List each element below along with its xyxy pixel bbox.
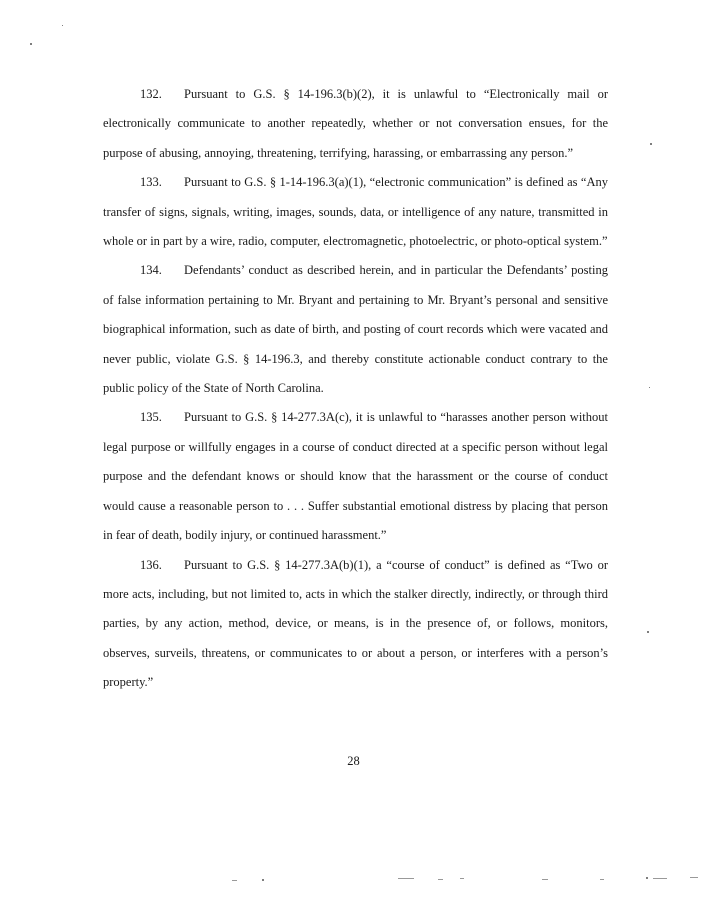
paragraph-text: Pursuant to G.S. § 1-14-196.3(a)(1), “electronic communication” is defined as “Any transfer of signs, signals, writing, images, sounds, data, or intelligence of any nature, transmitted in whole or in part by a wire, radio, computer, electromagnetic, photoelectric, or photo-optical system.” bbox=[103, 175, 608, 249]
paragraph-135 bbox=[103, 403, 608, 550]
scan-speck bbox=[30, 43, 32, 45]
scan-dash bbox=[398, 878, 414, 879]
scan-speck bbox=[62, 25, 63, 26]
scan-speck bbox=[650, 143, 652, 145]
scan-dash bbox=[232, 880, 237, 881]
paragraph-132 bbox=[103, 80, 608, 168]
paragraph-134 bbox=[103, 256, 608, 403]
scan-dash bbox=[600, 879, 604, 880]
page-number: 28 bbox=[347, 754, 360, 768]
paragraph-text: Pursuant to G.S. § 14-196.3(b)(2), it is unlawful to “Electronically mail or electronically communicate to another repeatedly, whether or not conversation ensues, for the purpose of abusing, annoying, threatening, terrifying, harassing, or embarrassing any person.” bbox=[103, 87, 608, 160]
paragraph-133 bbox=[103, 168, 608, 256]
paragraph-136 bbox=[103, 551, 608, 698]
scan-dash bbox=[460, 878, 464, 879]
paragraph-text: Pursuant to G.S. § 14-277.3A(b)(1), a “course of conduct” is defined as “Two or more acts, including, but not limited to, acts in which the stalker directly, indirectly, or through third parties, by any action, method, device, or means, is in the presence of, or follows, monitors, observes, surveils, threatens, or communicates to or about a person, or interferes with a person’s property.” bbox=[103, 557, 608, 690]
paragraph-number: 132. bbox=[140, 87, 162, 101]
paragraph-text: Defendants’ conduct as described herein, and in particular the Defendants’ posting of false information pertaining to Mr. Bryant and pertaining to Mr. Bryant’s personal and sensitive biographical information, such as date of birth, and posting of court records which were vacated and never public, violate G.S. § 14-196.3, and thereby constitute actionable conduct contrary to the public policy of the State of North Carolina. bbox=[103, 263, 608, 396]
paragraph-number: 135. bbox=[140, 410, 162, 425]
scan-speck bbox=[647, 631, 649, 633]
scan-speck bbox=[646, 877, 648, 879]
document-body bbox=[103, 80, 608, 698]
paragraph-text: Pursuant to G.S. § 14-277.3A(c), it is unlawful to “harasses another person without legal purpose or willfully engages in a course of conduct directed at a specific person without legal purpose and the defendant knows or should know that the harassment or the course of conduct would cause a reasonable person to . . . Suffer substantial emotional distress by placing that person in fear of death, bodily injury, or continued harassment.” bbox=[103, 410, 608, 543]
scan-dash bbox=[542, 879, 548, 880]
paragraph-number: 136. bbox=[140, 557, 162, 572]
scan-dash bbox=[438, 879, 443, 880]
scan-dash bbox=[653, 878, 667, 879]
scan-dash bbox=[690, 877, 698, 878]
paragraph-number: 134. bbox=[140, 263, 162, 278]
scan-speck bbox=[649, 387, 650, 388]
scan-speck bbox=[262, 879, 264, 881]
paragraph-number: 133. bbox=[140, 175, 162, 190]
